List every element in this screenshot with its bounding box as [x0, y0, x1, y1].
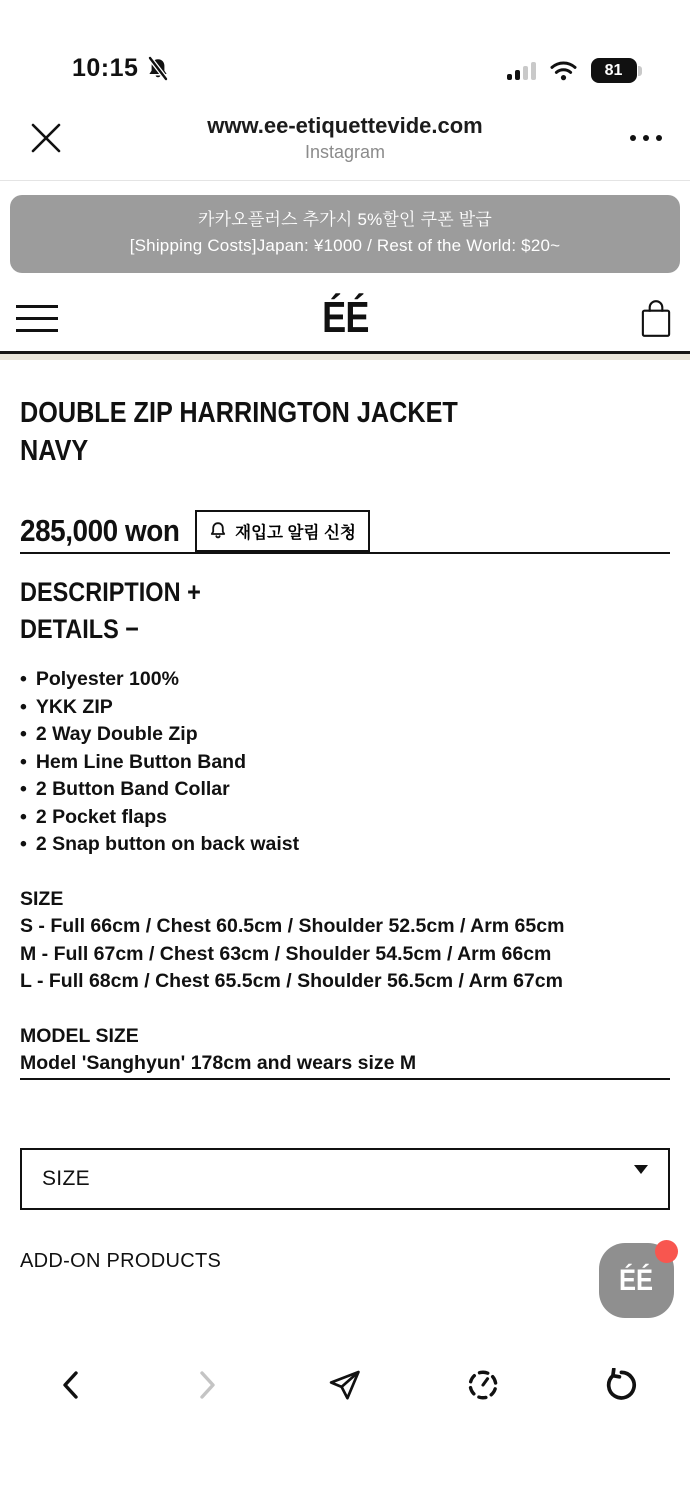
restock-alert-button[interactable]: [195, 510, 370, 552]
size-select-dropdown[interactable]: [20, 1148, 670, 1210]
promo-banner[interactable]: [10, 195, 680, 273]
model-size-heading: MODEL SIZE: [20, 1024, 139, 1047]
more-options-icon[interactable]: [602, 135, 662, 141]
caret-down-icon: [634, 1165, 648, 1174]
addon-products-row[interactable]: [20, 1250, 670, 1273]
detail-item: • 2 Snap button on back waist: [20, 831, 670, 859]
back-button[interactable]: [50, 1365, 90, 1405]
browser-url[interactable]: www.ee-etiquettevide.com: [207, 112, 483, 138]
notification-dot: [655, 1240, 678, 1263]
product-price: 285,000 won: [20, 513, 180, 548]
size-select-label: SIZE: [42, 1166, 90, 1190]
notifications-off-icon: [146, 56, 170, 82]
history-clock-icon[interactable]: [463, 1365, 503, 1405]
detail-item: • Polyester 100%: [20, 666, 670, 694]
size-row: M - Full 67cm / Chest 63cm / Shoulder 54.5cm / Arm 66cm: [20, 942, 552, 965]
detail-item: • 2 Pocket flaps: [20, 804, 670, 832]
divider: [20, 552, 670, 554]
details-list: [20, 666, 670, 859]
product-title: DOUBLE ZIP HARRINGTON JACKET NAVY: [20, 397, 458, 467]
battery-percent: 81: [591, 58, 637, 83]
promo-line-2: [Shipping Costs]Japan: ¥1000 / Rest of the World: $20~: [129, 236, 561, 255]
size-section: [20, 886, 670, 996]
promo-line-1: 카카오플러스 추가시 5%할인 쿠폰 발급: [198, 210, 492, 229]
status-bar: [0, 0, 690, 95]
floating-brand-button[interactable]: [599, 1243, 674, 1318]
shopping-bag-icon[interactable]: [638, 297, 674, 339]
browser-toolbar: [0, 1355, 690, 1415]
site-header: [0, 285, 690, 351]
detail-item: • Hem Line Button Band: [20, 749, 670, 777]
wifi-icon: [550, 61, 577, 81]
reload-icon[interactable]: [600, 1365, 640, 1405]
floating-brand-label: ÉÉ: [619, 1263, 654, 1297]
close-icon[interactable]: [28, 120, 64, 156]
detail-item: • 2 Button Band Collar: [20, 776, 670, 804]
size-row: S - Full 66cm / Chest 60.5cm / Shoulder 52.5cm / Arm 65cm: [20, 915, 565, 937]
site-logo[interactable]: ÉÉ: [321, 293, 369, 342]
details-toggle[interactable]: DETAILS −: [20, 614, 140, 644]
model-size-text: Model 'Sanghyun' 178cm and wears size M: [20, 1052, 417, 1074]
size-row: L - Full 68cm / Chest 65.5cm / Shoulder 56.5cm / Arm 67cm: [20, 970, 563, 992]
hamburger-menu-icon[interactable]: [16, 305, 58, 332]
plus-icon: +: [187, 577, 201, 607]
detail-item: • YKK ZIP: [20, 694, 670, 722]
restock-alert-label: 재입고 알림 신청: [235, 524, 356, 542]
product-page: [0, 394, 690, 1273]
size-heading: SIZE: [20, 887, 64, 910]
browser-header: [0, 95, 690, 181]
clock-time: 10:15: [72, 54, 139, 82]
description-toggle[interactable]: DESCRIPTION +: [20, 577, 201, 607]
share-icon[interactable]: [325, 1365, 365, 1405]
divider: [20, 1078, 670, 1080]
model-size-section: [20, 1023, 670, 1078]
minus-icon: −: [125, 614, 140, 644]
addon-products-label: ADD-ON PRODUCTS: [20, 1249, 222, 1272]
header-accent-strip: [0, 354, 690, 360]
forward-button[interactable]: [188, 1365, 228, 1405]
detail-item: • 2 Way Double Zip: [20, 721, 670, 749]
browser-app-name: Instagram: [304, 141, 386, 162]
battery-icon: [591, 58, 643, 83]
cellular-signal-icon: [507, 62, 536, 80]
bell-icon: [209, 521, 227, 541]
